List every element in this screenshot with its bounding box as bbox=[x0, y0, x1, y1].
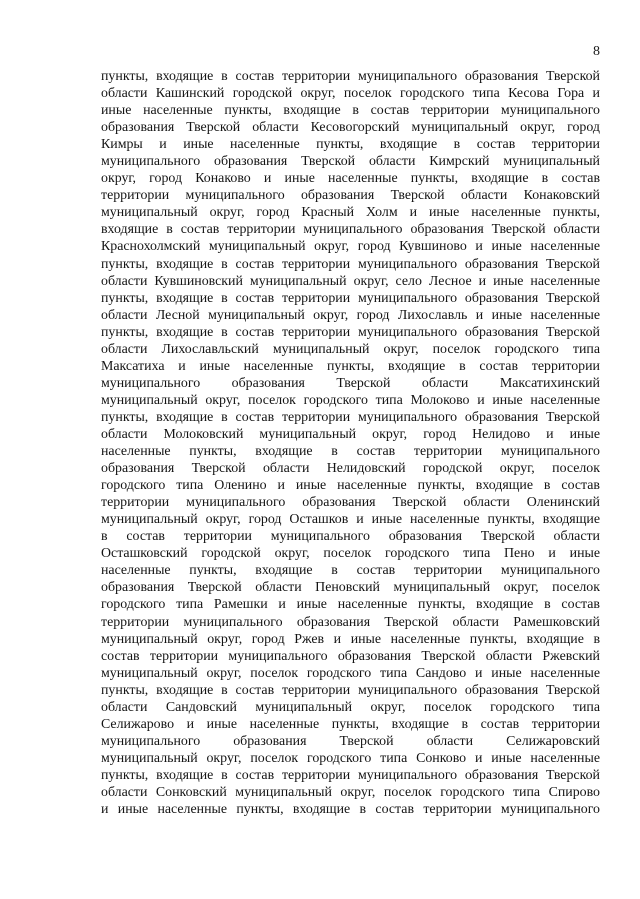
text-line: Кимры и иные населенные пункты, входящие в состав территории bbox=[101, 137, 600, 153]
text-line: муниципальный округ, поселок городского типа Сонково и иные населенные bbox=[101, 750, 600, 766]
text-line: округ, город Конаково и иные населенные пункты, входящие в состав bbox=[101, 171, 600, 187]
text-line: населенные пункты, входящие в состав территории муниципального bbox=[101, 444, 600, 460]
text-line: пункты, входящие в состав территории муниципального образования Тверской bbox=[101, 682, 600, 698]
text-line: муниципальный округ, поселок городского типа Сандово и иные населенные bbox=[101, 665, 600, 681]
text-line: состав территории муниципального образования Тверской области Ржевский bbox=[101, 648, 600, 664]
text-line: иные населенные пункты, входящие в состав территории муниципального bbox=[101, 103, 600, 119]
text-line: муниципального образования Тверской области Селижаровский bbox=[101, 733, 600, 749]
text-line: в состав территории муниципального образования Тверской области bbox=[101, 529, 600, 545]
text-line: муниципального образования Тверской области Кимрский муниципальный bbox=[101, 154, 600, 170]
text-line: Краснохолмский муниципальный округ, город Кувшиново и иные населенные bbox=[101, 239, 600, 255]
body-text bbox=[101, 68, 600, 818]
text-line: пункты, входящие в состав территории муниципального образования Тверской bbox=[101, 324, 600, 340]
text-line: пункты, входящие в состав территории муниципального образования Тверской bbox=[101, 69, 600, 84]
text-line: и иные населенные пункты, входящие в состав территории муниципального bbox=[101, 802, 600, 818]
text-line: области Сонковский муниципальный округ, поселок городского типа Спирово bbox=[101, 784, 600, 800]
text-line: территории муниципального образования Тверской области Оленинский bbox=[101, 495, 600, 511]
text-line: Селижарово и иные населенные пункты, входящие в состав территории bbox=[101, 716, 600, 732]
page-number: 8 bbox=[593, 44, 600, 59]
text-line: пункты, входящие в состав территории муниципального образования Тверской bbox=[101, 290, 600, 306]
text-line: образования Тверской области Нелидовский городской округ, поселок bbox=[101, 461, 600, 477]
text-line: муниципальный округ, поселок городского типа Молоково и иные населенные bbox=[101, 392, 600, 408]
text-line: пункты, входящие в состав территории муниципального образования Тверской bbox=[101, 409, 600, 425]
text-line: территории муниципального образования Тверской области Конаковский bbox=[101, 188, 600, 204]
text-line: городского типа Рамешки и иные населенные пункты, входящие в состав bbox=[101, 597, 600, 613]
text-line: области Кашинский городской округ, поселок городского типа Кесова Гора и bbox=[101, 86, 600, 102]
text-line: территории муниципального образования Тверской области Рамешковский bbox=[101, 614, 600, 630]
text-line: Максатиха и иные населенные пункты, входящие в состав территории bbox=[101, 358, 600, 374]
text-line: муниципальный округ, город Красный Холм и иные населенные пункты, bbox=[101, 205, 600, 221]
text-line: пункты, входящие в состав территории муниципального образования Тверской bbox=[101, 767, 600, 783]
text-line: образования Тверской области Кесовогорский муниципальный округ, город bbox=[101, 120, 600, 136]
text-line: образования Тверской области Пеновский муниципальный округ, поселок bbox=[101, 580, 600, 596]
text-line: городского типа Оленино и иные населенные пункты, входящие в состав bbox=[101, 478, 600, 494]
text-line: входящие в состав территории муниципального образования Тверской области bbox=[101, 222, 600, 238]
text-line: муниципальный округ, город Ржев и иные населенные пункты, входящие в bbox=[101, 631, 600, 647]
text-line: области Лихославльский муниципальный округ, поселок городского типа bbox=[101, 341, 600, 357]
text-line: области Сандовский муниципальный округ, поселок городского типа bbox=[101, 699, 600, 715]
text-line: муниципальный округ, город Осташков и иные населенные пункты, входящие bbox=[101, 512, 600, 528]
text-line: населенные пункты, входящие в состав территории муниципального bbox=[101, 563, 600, 579]
text-line: области Кувшиновский муниципальный округ, село Лесное и иные населенные bbox=[101, 273, 600, 289]
text-line: области Молоковский муниципальный округ, город Нелидово и иные bbox=[101, 426, 600, 442]
text-line: Осташковский городской округ, поселок городского типа Пено и иные bbox=[101, 546, 600, 562]
text-line: муниципального образования Тверской области Максатихинский bbox=[101, 375, 600, 391]
text-line: пункты, входящие в состав территории муниципального образования Тверской bbox=[101, 256, 600, 272]
text-line: области Лесной муниципальный округ, город Лихославль и иные населенные bbox=[101, 307, 600, 323]
